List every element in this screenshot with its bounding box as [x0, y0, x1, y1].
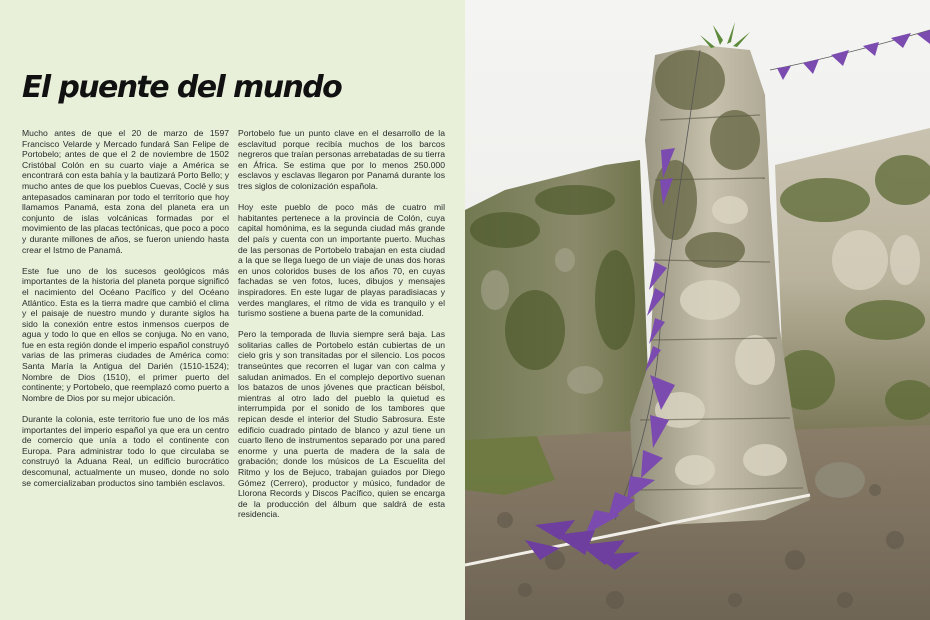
paragraph: Este fue uno de los sucesos geológicos más importantes de la historia del planeta porque significó el nacimiento del Océano Pacífico y del Océano Atlántico. Esta es la tierra madre que cambió el clima y el paisaje de nuestro mundo y durante siglos ha sido la conexión entre estos inmensos cuerpos de agua y todo lo que en ellos se conjuga. No en vano, fue en esta región donde el imperio español construyó varias de las primeras ciudades de América como: Santa María la Antigua del Darién (1510-1524); Nombre de Dios (1510), el primer puerto del continente; y Portobelo, que reemplazó como puerto a Nombre de Dios por su mejor ubicación. [22, 265, 229, 403]
ruins-photo-illustration [465, 0, 930, 620]
paragraph: Mucho antes de que el 20 de marzo de 1597 Francisco Velarde y Mercado fundará San Felipe de Portobelo; antes de que el 2 de noviembre de 1502 Cristóbal Colón en su cuarto viaje a América se encontrará con esta bahía y la bautizará Porto Bello; y mucho antes de que los pueblos Cuevas, Coclé y sus antepasados caminaran por todo el territorio que hoy llamamos Panamá, esta zona del planeta era un conjunto de islas volcánicas formadas por el movimiento de las placas tectónicas, que poco a poco y durante millones de años, se fueron uniendo hasta crear el Istmo de Panamá. [22, 128, 229, 255]
article-title: El puente del mundo [22, 70, 342, 105]
paragraph: Pero la temporada de lluvia siempre será baja. Las solitarias calles de Portobelo están cubiertas de un cielo gris y son transitadas por el silencio. Los pocos transeúntes que recorren el lugar van con calma y saludan animados. En el complejo deportivo suenan los batazos de unos jóvenes que practican béisbol, mientras al otro lado del pueblo la quietud es interrumpida por el sonido de los tambores que repican desde el interior del Studio Sabrosura. Este edificio cuadrado pintado de blanco y azul tiene un cuarto lleno de instrumentos separado por una pared enorme y una puerta de madera de la sala de grabación; donde los músicos de La Escuelita del Ritmo y los de Bejuco, trabajan guiados por Diego Gómez (Cerrero), productor y músico, fundador de Llorona Records y Discos Pacífico, quien se encarga de la producción del álbum que saldrá de esta residencia. [238, 329, 445, 520]
rock [815, 462, 865, 498]
article-column-right [238, 128, 445, 531]
paragraph: Portobelo fue un punto clave en el desarrollo de la esclavitud porque recibía muchos de los barcos negreros que traían personas arrebatadas de su tierra en África. Se estima que por lo menos 250.000 esclavos y esclavas llegaron por Panamá durante los tres siglos de colonización española. [238, 128, 445, 191]
paragraph: Hoy este pueblo de poco más de cuatro mil habitantes pertenece a la provincia de Colón, cuya capital homónima, es la segunda ciudad más grande del país y cuenta con un importante puerto. Muchas de las personas de Portobelo trabajan en esta ciudad a la que se llega luego de un viaje de unas dos horas en unos coloridos buses de los años 70, en cuyas fachadas se ven fotos, luces, dibujos y mensajes inspiradores. En este lugar de playas paradisiacas y verdes manglares, el ritmo de vida es tranquilo y el turismo sostiene a buena parte de la comunidad. [238, 202, 445, 319]
paragraph: Durante la colonia, este territorio fue uno de los más importantes del imperio español ya que era un centro de comercio que unía a todo el continente con Europa. Para administrar todo lo que circulaba se construyó la Aduana Real, un edificio burocrático descomunal, actualmente un museo, donde no solo se comercializaban productos sino también esclavos. [22, 414, 229, 488]
ruins-photo [465, 0, 930, 620]
article-column-left [22, 128, 229, 499]
